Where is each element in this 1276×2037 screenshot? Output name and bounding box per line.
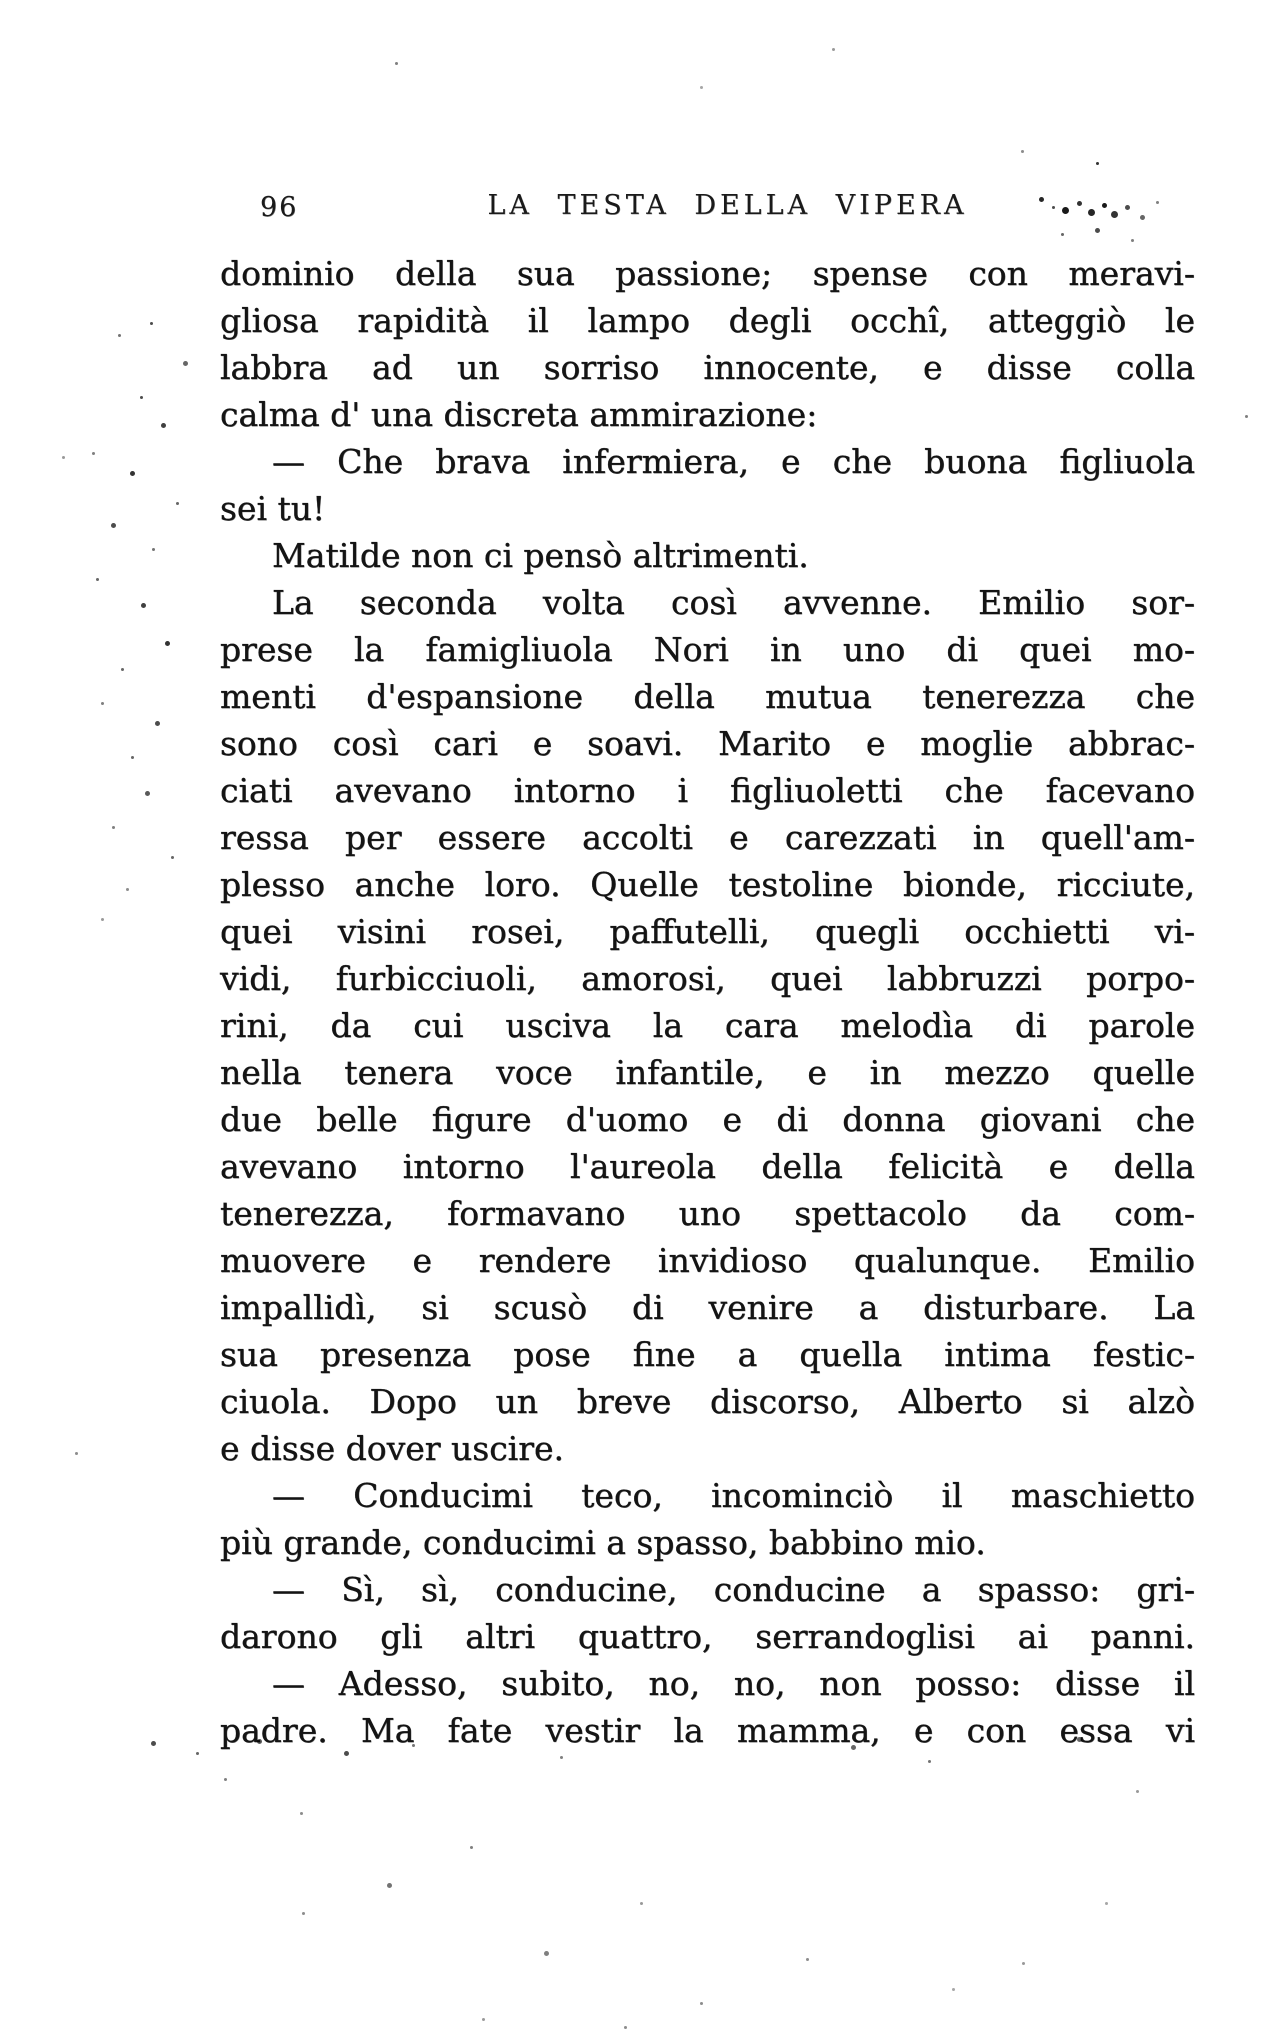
text-line: quei visini rosei, paffutelli, quegli occhietti vi- [220, 912, 1195, 951]
text-line: Matilde non ci pensò altrimenti. [272, 536, 809, 575]
text-line: tenerezza, formavano uno spettacolo da com- [220, 1194, 1195, 1233]
text-line: La seconda volta così avvenne. Emilio sor- [272, 583, 1195, 622]
text-line: darono gli altri quattro, serrandoglisi ai panni. [220, 1617, 1195, 1656]
text-line: impallidì, si scusò di venire a disturbare. La [220, 1288, 1195, 1327]
text-line: nella tenera voce infantile, e in mezzo quelle [220, 1053, 1195, 1092]
text-line: — Conducimi teco, incominciò il maschietto [272, 1476, 1195, 1515]
text-line: menti d'espansione della mutua tenerezza che [220, 677, 1195, 716]
body-text [220, 250, 1195, 1754]
text-line: avevano intorno l'aureola della felicità e della [220, 1147, 1195, 1186]
page-number: 96 [260, 192, 299, 223]
text-line: sono così cari e soavi. Marito e moglie abbrac- [220, 724, 1195, 763]
ink-smudge-top-right [0, 0, 3, 3]
text-line: ciati avevano intorno i figliuoletti che facevano [220, 771, 1195, 810]
text-line: rini, da cui usciva la cara melodìa di parole [220, 1006, 1195, 1045]
text-line: ressa per essere accolti e carezzati in quell'am- [220, 818, 1195, 857]
text-line: prese la famigliuola Nori in uno di quei mo- [220, 630, 1195, 669]
text-line: — Adesso, subito, no, no, non posso: disse il [272, 1664, 1195, 1703]
running-title: LA TESTA DELLA VIPERA [487, 190, 968, 221]
text-line: ciuola. Dopo un breve discorso, Alberto si alzò [220, 1382, 1195, 1421]
text-line: plesso anche loro. Quelle testoline bionde, ricciute, [220, 865, 1195, 904]
ink-smudge-bottom [0, 0, 3, 3]
text-line: calma d' una discreta ammirazione: [220, 395, 818, 434]
text-line: vidi, furbicciuoli, amorosi, quei labbruzzi porpo- [220, 959, 1195, 998]
ink-smudge-left-margin [0, 0, 3, 3]
text-line: sei tu! [220, 489, 326, 528]
text-line: dominio della sua passione; spense con meravi- [220, 254, 1195, 293]
text-line: due belle figure d'uomo e di donna giovani che [220, 1100, 1195, 1139]
text-line: — Sì, sì, conducine, conducine a spasso: gri- [272, 1570, 1195, 1609]
text-line: gliosa rapidità il lampo degli occhî, atteggiò le [220, 301, 1195, 340]
text-line: muovere e rendere invidioso qualunque. Emilio [220, 1241, 1195, 1280]
text-line: labbra ad un sorriso innocente, e disse colla [220, 348, 1195, 387]
text-line: — Che brava infermiera, e che buona figliuola [272, 442, 1195, 481]
text-line: sua presenza pose fine a quella intima festic- [220, 1335, 1195, 1374]
text-line: e disse dover uscire. [220, 1429, 565, 1468]
text-line: più grande, conducimi a spasso, babbino mio. [220, 1523, 986, 1562]
running-header [220, 190, 1195, 232]
text-line: padre. Ma fate vestir la mamma, e con essa vi [220, 1711, 1195, 1750]
